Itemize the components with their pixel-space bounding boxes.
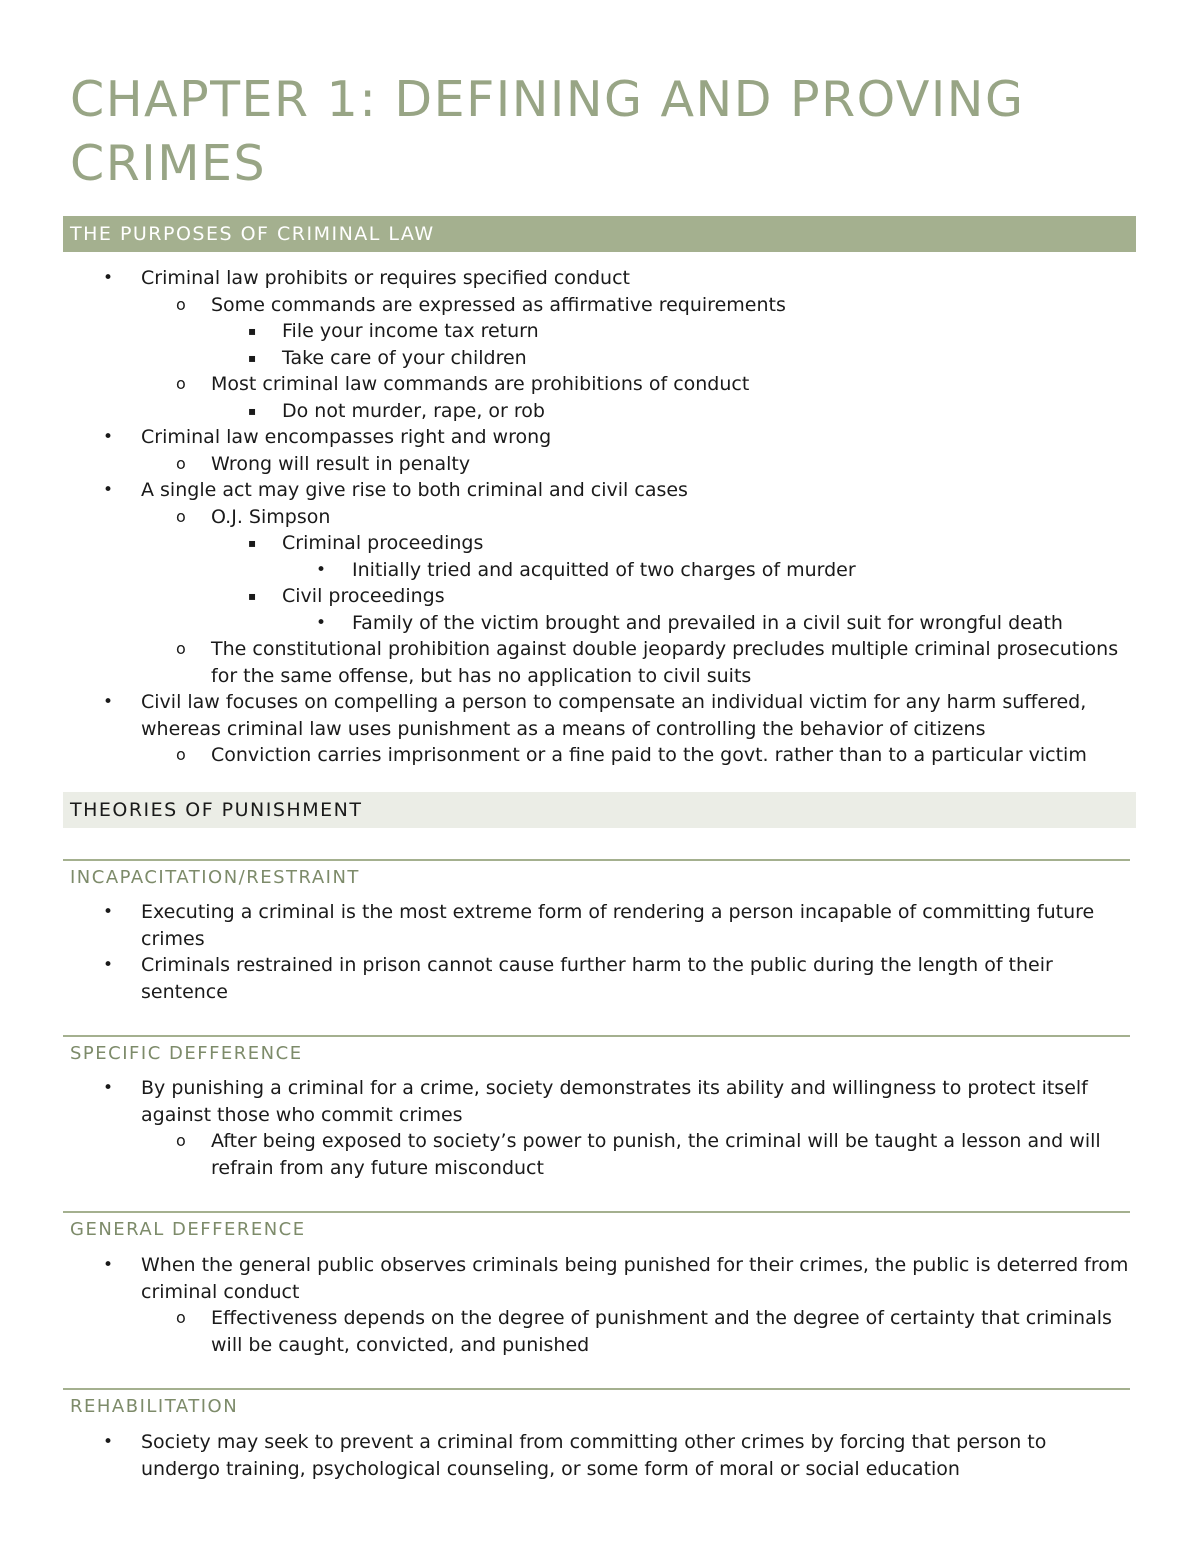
section-heading-theories: THEORIES OF PUNISHMENT	[63, 792, 1136, 828]
bullet-marker: ▪	[248, 403, 257, 418]
bullet-marker: o	[176, 1308, 186, 1327]
list-item: • Criminals restrained in prison cannot cause further harm to the public during the length of their sentence	[103, 954, 1053, 1003]
list-item: o Wrong will result in penalty	[0, 451, 1200, 478]
list-item: • Executing a criminal is the most extreme form of rendering a person incapable of committing future crimes	[103, 901, 1095, 950]
incapacitation-list	[0, 899, 1200, 1005]
list-item: • When the general public observes criminals being punished for their crimes, the public is deterred from criminal conduct	[103, 1254, 1129, 1303]
bullet-marker: o	[176, 374, 186, 393]
bullet-marker: ▪	[248, 536, 257, 550]
specific-list	[0, 1075, 1200, 1181]
list-item: • Family of the victim brought and prevailed in a civil suit for wrongful death	[0, 610, 1200, 637]
bullet-marker: •	[316, 612, 327, 633]
subsection-heading-general: GENERAL DEFFERENCE	[63, 1211, 1130, 1245]
bullet-marker: •	[103, 902, 114, 922]
list-item: • Society may seek to prevent a criminal from committing other crimes by forcing that person to undergo training, psychological counseling, or some form of moral or social education	[103, 1431, 1047, 1480]
list-item: o Most criminal law commands are prohibitions of conduct	[0, 371, 1200, 398]
list-item: • Initially tried and acquitted of two charges of murder	[0, 557, 1200, 584]
bullet-marker: •	[103, 1255, 114, 1275]
bullet-marker: •	[316, 559, 327, 580]
bullet-marker: o	[176, 453, 186, 473]
bullet-marker: ▪	[248, 589, 257, 603]
list-item: • By punishing a criminal for a crime, society demonstrates its ability and willingness to protect itself against those who commit crimes	[103, 1077, 1088, 1126]
list-item: • Criminal law encompasses right and wrong	[0, 424, 1200, 451]
list-item: o Effectiveness depends on the degree of punishment and the degree of certainty that criminals will be caught, convicted, and punished	[176, 1307, 1112, 1356]
list-item: ▪ Take care of your children	[0, 345, 1200, 372]
bullet-marker: o	[176, 294, 186, 314]
section-heading-purposes: THE PURPOSES OF CRIMINAL LAW	[63, 216, 1136, 252]
list-item: • Civil law focuses on compelling a person to compensate an individual victim for any harm suffered, whereas criminal law uses punishment as a means of controlling the behavior of citizens	[103, 691, 1087, 740]
bullet-marker: •	[103, 480, 114, 500]
subsection-heading-incapacitation: INCAPACITATION/RESTRAINT	[63, 859, 1130, 893]
general-list	[0, 1252, 1200, 1358]
bullet-marker: o	[176, 506, 186, 526]
list-item: o After being exposed to society’s power to punish, the criminal will be taught a lesson and will refrain from any future misconduct	[176, 1130, 1101, 1179]
subsection-heading-specific: SPECIFIC DEFFERENCE	[63, 1035, 1130, 1069]
bullet-marker: •	[103, 268, 114, 288]
bullet-marker: •	[103, 1078, 114, 1098]
subsection-heading-rehabilitation: REHABILITATION	[63, 1388, 1130, 1422]
list-item: o O.J. Simpson	[0, 504, 1200, 531]
list-item: • A single act may give rise to both criminal and civil cases	[0, 477, 1200, 504]
list-item: o The constitutional prohibition against double jeopardy precludes multiple criminal prosecutions for the same offense, but has no application to civil suits	[176, 638, 1119, 687]
bullet-marker: •	[103, 427, 114, 447]
list-item: o Conviction carries imprisonment or a fine paid to the govt. rather than to a particular victim	[0, 742, 1200, 769]
bullet-marker: o	[176, 639, 186, 658]
list-item: o Some commands are expressed as affirmative requirements	[0, 292, 1200, 319]
bullet-marker: o	[176, 745, 186, 764]
bullet-marker: ▪	[248, 324, 257, 338]
bullet-marker: o	[176, 1131, 186, 1150]
bullet-marker: •	[103, 1432, 114, 1452]
bullet-marker: ▪	[248, 350, 257, 365]
list-item: ▪ File your income tax return	[0, 318, 1200, 345]
bullet-marker: •	[103, 692, 114, 712]
bullet-marker: •	[103, 955, 114, 975]
list-item: ▪ Do not murder, rape, or rob	[0, 398, 1200, 425]
list-item: • Criminal law prohibits or requires specified conduct	[0, 265, 1200, 292]
rehabilitation-list	[0, 1429, 1200, 1482]
list-item: ▪ Criminal proceedings	[0, 530, 1200, 557]
list-item: ▪ Civil proceedings	[0, 583, 1200, 610]
page-title: CHAPTER 1: DEFINING AND PROVING CRIMES	[70, 71, 1025, 192]
purposes-list	[0, 265, 1200, 769]
